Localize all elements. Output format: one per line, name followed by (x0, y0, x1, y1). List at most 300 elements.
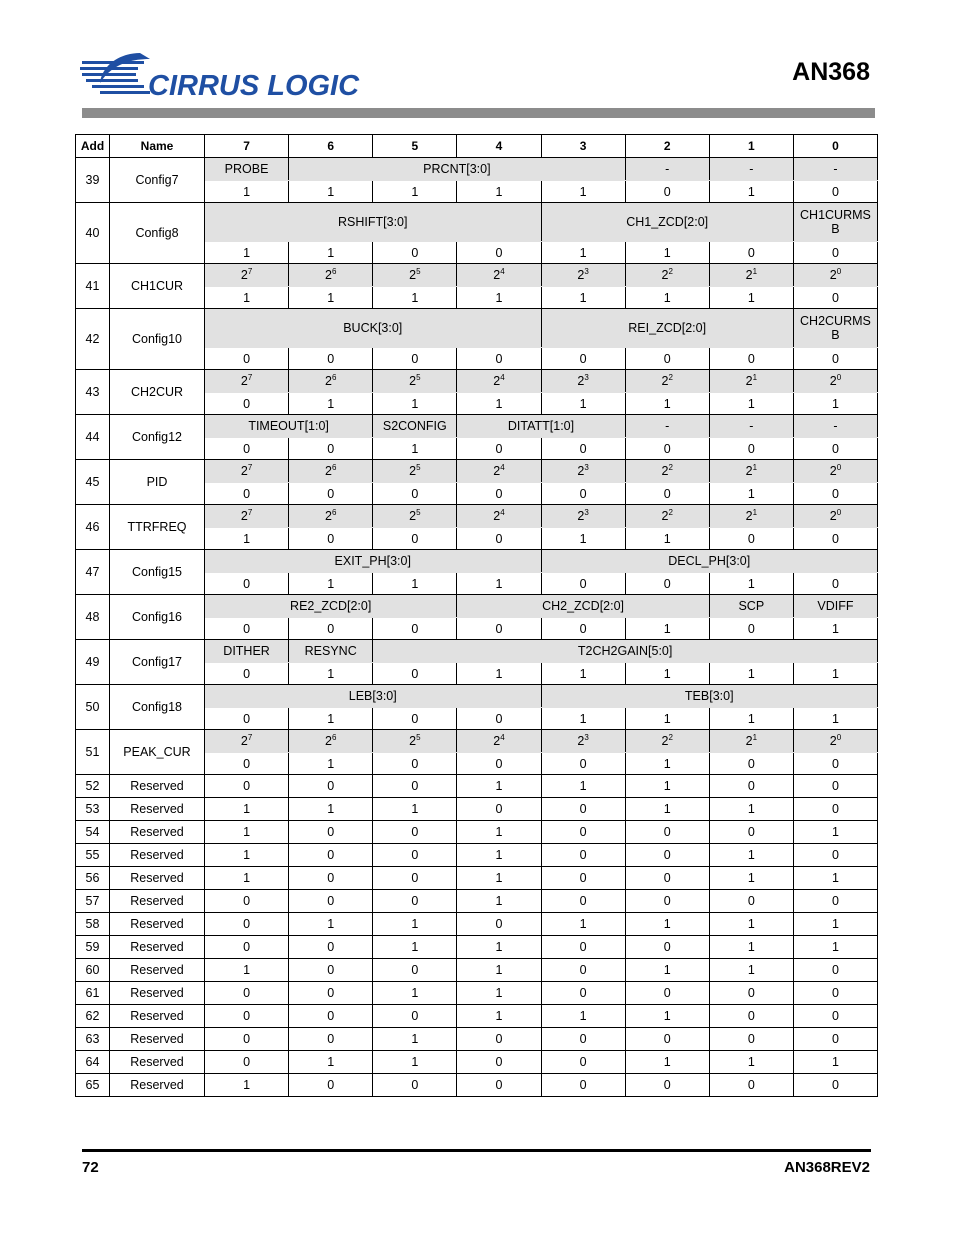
bit-weight-exponent: 4 (500, 463, 505, 473)
column-header: 7 (205, 135, 289, 158)
bit-value: 0 (625, 1074, 709, 1097)
bit-weight-base: 2 (577, 374, 585, 389)
bit-value: 1 (625, 775, 709, 798)
bit-value: 1 (289, 913, 373, 936)
bit-field: PROBE (205, 158, 289, 181)
bit-weight-base: 2 (240, 268, 248, 283)
bit-weight (457, 505, 541, 528)
bit-weight-exponent: 2 (668, 373, 673, 383)
bit-value: 1 (457, 181, 541, 203)
bit-value: 1 (457, 844, 541, 867)
bit-weight (289, 264, 373, 287)
bit-value: 0 (793, 1005, 877, 1028)
bit-value: 1 (457, 775, 541, 798)
bit-value: 1 (625, 242, 709, 264)
bit-value: 0 (709, 1005, 793, 1028)
register-address: 51 (76, 730, 110, 775)
register-address: 43 (76, 370, 110, 415)
bit-weight (205, 370, 289, 393)
bit-field: - (709, 158, 793, 181)
table-row (76, 505, 878, 528)
bit-weight (373, 460, 457, 483)
bit-value: 0 (793, 181, 877, 203)
register-name: Reserved (110, 1074, 205, 1097)
bit-value: 1 (709, 844, 793, 867)
bit-weight-exponent: 1 (752, 463, 758, 473)
table-row (76, 913, 878, 936)
bit-value: 1 (625, 528, 709, 550)
bit-weight (625, 264, 709, 287)
bit-value: 0 (793, 483, 877, 505)
bit-value: 1 (793, 663, 877, 685)
bit-weight (373, 264, 457, 287)
bit-weight-exponent: 5 (416, 267, 421, 277)
register-address: 42 (76, 309, 110, 370)
bit-value: 0 (373, 483, 457, 505)
table-row (76, 685, 878, 708)
bit-weight-base: 2 (745, 509, 753, 524)
bit-weight-base: 2 (577, 268, 585, 283)
bit-value: 1 (709, 936, 793, 959)
bit-weight (709, 505, 793, 528)
cirrus-logic-logo (80, 47, 360, 103)
register-address: 46 (76, 505, 110, 550)
table-row (76, 1028, 878, 1051)
bit-value: 0 (541, 890, 625, 913)
bit-value: 1 (373, 438, 457, 460)
bit-value: 0 (205, 753, 289, 775)
bit-value: 1 (373, 287, 457, 309)
bit-value: 0 (625, 348, 709, 370)
bit-weight (289, 730, 373, 753)
bit-value: 1 (709, 867, 793, 890)
bit-value: 1 (625, 618, 709, 640)
bit-weight-exponent: 0 (836, 267, 842, 277)
register-address: 53 (76, 798, 110, 821)
bit-weight-exponent: 7 (247, 373, 253, 383)
bit-value: 1 (457, 1005, 541, 1028)
table-row (76, 460, 878, 483)
table-row (76, 1051, 878, 1074)
bit-weight-exponent: 7 (247, 267, 253, 277)
bit-weight-exponent: 2 (668, 267, 673, 277)
bit-value: 0 (373, 618, 457, 640)
bit-value: 1 (373, 573, 457, 595)
bit-value: 0 (541, 1028, 625, 1051)
bit-value: 1 (457, 287, 541, 309)
bit-weight-base: 2 (409, 509, 417, 524)
bit-value: 0 (457, 753, 541, 775)
bit-field: TIMEOUT[1:0] (205, 415, 373, 438)
register-name: Reserved (110, 982, 205, 1005)
bit-value: 0 (205, 663, 289, 685)
bit-weight-exponent: 3 (584, 267, 589, 277)
bit-value: 1 (709, 663, 793, 685)
column-header: 5 (373, 135, 457, 158)
bit-value: 0 (793, 982, 877, 1005)
bit-value: 0 (709, 775, 793, 798)
bit-value: 1 (793, 1051, 877, 1074)
bit-value: 1 (709, 959, 793, 982)
bit-value: 1 (205, 798, 289, 821)
bit-weight (457, 264, 541, 287)
bit-weight (625, 460, 709, 483)
bit-value: 1 (289, 287, 373, 309)
bit-value: 0 (205, 483, 289, 505)
bit-value: 0 (289, 890, 373, 913)
bit-value: 1 (373, 181, 457, 203)
bit-weight-exponent: 4 (500, 508, 505, 518)
bit-weight-exponent: 1 (752, 267, 758, 277)
bit-value: 0 (793, 775, 877, 798)
bit-value: 0 (709, 242, 793, 264)
bit-value: 1 (205, 287, 289, 309)
bit-weight-base: 2 (493, 509, 501, 524)
document-id: AN368 (792, 58, 870, 86)
bit-value: 0 (541, 573, 625, 595)
bit-value: 0 (709, 348, 793, 370)
table-row (76, 203, 878, 242)
bit-value: 0 (457, 1051, 541, 1074)
bit-weight-base: 2 (493, 734, 501, 749)
register-name: PEAK_CUR (110, 730, 205, 775)
bit-weight-base: 2 (493, 268, 501, 283)
bit-weight (625, 505, 709, 528)
bit-value: 0 (205, 348, 289, 370)
bit-value: 1 (541, 775, 625, 798)
register-address: 62 (76, 1005, 110, 1028)
bit-value: 0 (289, 438, 373, 460)
bit-value: 1 (541, 1005, 625, 1028)
bit-weight (541, 264, 625, 287)
bit-value: 0 (793, 959, 877, 982)
bit-weight-base: 2 (409, 268, 417, 283)
bit-value: 0 (373, 528, 457, 550)
bit-value: 1 (625, 1051, 709, 1074)
bit-value: 1 (289, 1051, 373, 1074)
bit-value: 1 (625, 1005, 709, 1028)
bit-value: 1 (205, 528, 289, 550)
column-header: 3 (541, 135, 625, 158)
bit-field: LEB[3:0] (205, 685, 542, 708)
bit-weight-exponent: 7 (247, 733, 253, 743)
bit-field: DITATT[1:0] (457, 415, 625, 438)
bit-weight (541, 460, 625, 483)
bit-value: 0 (625, 821, 709, 844)
bit-value: 0 (373, 1074, 457, 1097)
bit-value: 1 (289, 798, 373, 821)
register-name: Reserved (110, 798, 205, 821)
register-address: 52 (76, 775, 110, 798)
register-name: Config7 (110, 158, 205, 203)
bit-field: - (793, 158, 877, 181)
bit-weight-base: 2 (745, 374, 753, 389)
bit-value: 0 (457, 618, 541, 640)
bit-weight (541, 505, 625, 528)
bit-value: 1 (541, 528, 625, 550)
bit-value: 0 (289, 1028, 373, 1051)
bit-value: 0 (793, 753, 877, 775)
bit-field: VDIFF (793, 595, 877, 618)
bit-value: 1 (373, 982, 457, 1005)
column-header: 4 (457, 135, 541, 158)
bit-value: 0 (289, 483, 373, 505)
bit-weight-exponent: 6 (331, 508, 337, 518)
bit-weight-exponent: 5 (416, 508, 421, 518)
bit-value: 0 (289, 959, 373, 982)
bit-weight-base: 2 (829, 509, 837, 524)
table-row (76, 1005, 878, 1028)
bit-weight-exponent: 0 (836, 508, 842, 518)
bit-value: 0 (289, 618, 373, 640)
bit-value: 1 (625, 798, 709, 821)
bit-value: 0 (709, 528, 793, 550)
bit-value: 0 (625, 844, 709, 867)
table-row (76, 640, 878, 663)
bit-value: 1 (541, 181, 625, 203)
bit-field: - (625, 158, 709, 181)
bit-value: 1 (205, 867, 289, 890)
bit-value: 1 (709, 483, 793, 505)
bit-weight-exponent: 3 (584, 373, 589, 383)
logo-text: CIRRUS LOGIC (148, 70, 360, 102)
register-name: TTRFREQ (110, 505, 205, 550)
register-name: Config10 (110, 309, 205, 370)
bit-field: RE2_ZCD[2:0] (205, 595, 457, 618)
bit-value: 0 (541, 821, 625, 844)
bit-value: 0 (373, 844, 457, 867)
bit-value: 1 (457, 663, 541, 685)
bit-weight-base: 2 (829, 268, 837, 283)
bit-weight (457, 730, 541, 753)
bit-value: 1 (373, 936, 457, 959)
bit-weight-exponent: 6 (331, 373, 337, 383)
bit-weight (709, 370, 793, 393)
bit-weight-exponent: 6 (331, 733, 337, 743)
register-name: CH2CUR (110, 370, 205, 415)
bit-value: 0 (457, 798, 541, 821)
bit-weight (793, 460, 877, 483)
bit-weight-exponent: 1 (752, 733, 758, 743)
bit-value: 1 (709, 798, 793, 821)
register-name: Reserved (110, 890, 205, 913)
bit-weight (289, 370, 373, 393)
bit-value: 0 (541, 438, 625, 460)
bit-value: 1 (205, 844, 289, 867)
bit-weight-exponent: 0 (836, 373, 842, 383)
bit-value: 1 (457, 573, 541, 595)
bit-value: 0 (709, 821, 793, 844)
bit-weight-exponent: 4 (500, 733, 505, 743)
bit-weight (373, 370, 457, 393)
register-name: Reserved (110, 959, 205, 982)
bit-weight (205, 730, 289, 753)
bit-value: 0 (289, 1074, 373, 1097)
register-address: 48 (76, 595, 110, 640)
bit-weight-exponent: 2 (668, 463, 673, 473)
bit-value: 1 (541, 242, 625, 264)
column-header: 0 (793, 135, 877, 158)
table-row (76, 821, 878, 844)
bit-weight-base: 2 (661, 268, 669, 283)
bit-value: 1 (709, 181, 793, 203)
register-name: Config8 (110, 203, 205, 264)
bit-value: 0 (793, 573, 877, 595)
register-name: Reserved (110, 1028, 205, 1051)
bit-value: 0 (541, 618, 625, 640)
table-row (76, 730, 878, 753)
bit-weight-base: 2 (745, 464, 753, 479)
bit-value: 0 (457, 438, 541, 460)
bit-value: 0 (625, 483, 709, 505)
register-address: 54 (76, 821, 110, 844)
register-address: 65 (76, 1074, 110, 1097)
bit-weight-exponent: 7 (247, 463, 253, 473)
bit-weight-base: 2 (240, 464, 248, 479)
bit-value: 1 (457, 821, 541, 844)
bit-value: 0 (205, 1005, 289, 1028)
bit-value: 1 (625, 913, 709, 936)
register-address: 45 (76, 460, 110, 505)
bit-field: DITHER (205, 640, 289, 663)
bit-value: 1 (793, 708, 877, 730)
register-address: 47 (76, 550, 110, 595)
bit-value: 1 (457, 959, 541, 982)
bit-weight (541, 730, 625, 753)
bit-value: 1 (289, 393, 373, 415)
register-name: Config12 (110, 415, 205, 460)
bit-value: 0 (289, 528, 373, 550)
bit-field: RSHIFT[3:0] (205, 203, 542, 242)
bit-value: 1 (793, 936, 877, 959)
bit-weight (709, 730, 793, 753)
bit-value: 0 (289, 844, 373, 867)
bit-value: 0 (205, 982, 289, 1005)
table-row (76, 982, 878, 1005)
bit-value: 0 (373, 242, 457, 264)
register-name: Config15 (110, 550, 205, 595)
register-address: 61 (76, 982, 110, 1005)
table-row (76, 158, 878, 181)
bit-field: CH1_ZCD[2:0] (541, 203, 793, 242)
table-row (76, 936, 878, 959)
bit-weight-base: 2 (745, 268, 753, 283)
bit-weight-exponent: 1 (752, 508, 758, 518)
bit-weight-base: 2 (577, 464, 585, 479)
bit-value: 1 (709, 708, 793, 730)
bit-value: 0 (289, 936, 373, 959)
bit-value: 0 (457, 1074, 541, 1097)
bit-value: 0 (541, 798, 625, 821)
bit-value: 1 (709, 393, 793, 415)
bit-value: 0 (457, 483, 541, 505)
bit-weight-base: 2 (829, 464, 837, 479)
bit-value: 0 (457, 913, 541, 936)
bit-value: 0 (373, 959, 457, 982)
bit-value: 0 (205, 936, 289, 959)
bit-value: 1 (625, 663, 709, 685)
table-row (76, 890, 878, 913)
bit-field: CH2_ZCD[2:0] (457, 595, 709, 618)
bit-value: 1 (205, 959, 289, 982)
table-row (76, 550, 878, 573)
column-header: 2 (625, 135, 709, 158)
bit-field: T2CH2GAIN[5:0] (373, 640, 878, 663)
bit-weight-exponent: 6 (331, 267, 337, 277)
bit-value: 0 (205, 775, 289, 798)
bit-value: 0 (709, 890, 793, 913)
register-address: 44 (76, 415, 110, 460)
bit-value: 1 (625, 753, 709, 775)
bit-weight (457, 370, 541, 393)
register-name: Reserved (110, 1005, 205, 1028)
bit-value: 0 (541, 1074, 625, 1097)
bit-field: DECL_PH[3:0] (541, 550, 878, 573)
bit-weight (709, 460, 793, 483)
bit-value: 1 (205, 181, 289, 203)
bit-value: 0 (793, 287, 877, 309)
bit-weight-exponent: 2 (668, 733, 673, 743)
bit-weight-exponent: 7 (247, 508, 253, 518)
bit-value: 1 (709, 287, 793, 309)
bit-field: - (625, 415, 709, 438)
bit-weight-exponent: 0 (836, 733, 842, 743)
bit-weight-base: 2 (493, 374, 501, 389)
bit-weight (457, 460, 541, 483)
bit-field: S2CONFIG (373, 415, 457, 438)
bit-value: 0 (541, 753, 625, 775)
bit-value: 0 (289, 348, 373, 370)
bit-field: CH2CURMS B (793, 309, 877, 348)
table-row (76, 867, 878, 890)
document-revision: AN368REV2 (784, 1159, 870, 1176)
bit-weight (793, 370, 877, 393)
bit-value: 1 (373, 1051, 457, 1074)
bit-weight-base: 2 (577, 734, 585, 749)
bit-value: 0 (457, 708, 541, 730)
register-address: 60 (76, 959, 110, 982)
bit-weight (541, 370, 625, 393)
bit-field: REI_ZCD[2:0] (541, 309, 793, 348)
bit-value: 0 (205, 1028, 289, 1051)
column-header: Add (76, 135, 110, 158)
bit-weight-base: 2 (240, 734, 248, 749)
bit-value: 0 (541, 936, 625, 959)
header-divider (82, 108, 875, 118)
bit-value: 1 (625, 708, 709, 730)
bit-value: 0 (793, 528, 877, 550)
bit-value: 0 (373, 821, 457, 844)
bit-weight-base: 2 (829, 734, 837, 749)
bit-value: 1 (205, 1074, 289, 1097)
bit-value: 0 (205, 618, 289, 640)
bit-value: 0 (625, 438, 709, 460)
bit-value: 0 (289, 821, 373, 844)
bit-weight-exponent: 0 (836, 463, 842, 473)
bit-value: 1 (625, 959, 709, 982)
bit-value: 1 (457, 982, 541, 1005)
bit-value: 1 (457, 936, 541, 959)
bit-value: 1 (625, 287, 709, 309)
bit-value: 1 (625, 393, 709, 415)
bit-field: - (793, 415, 877, 438)
bit-value: 0 (709, 618, 793, 640)
bit-weight-base: 2 (577, 509, 585, 524)
bit-field: CH1CURMS B (793, 203, 877, 242)
table-header-row (76, 135, 878, 158)
bit-weight (205, 264, 289, 287)
bit-value: 0 (373, 867, 457, 890)
